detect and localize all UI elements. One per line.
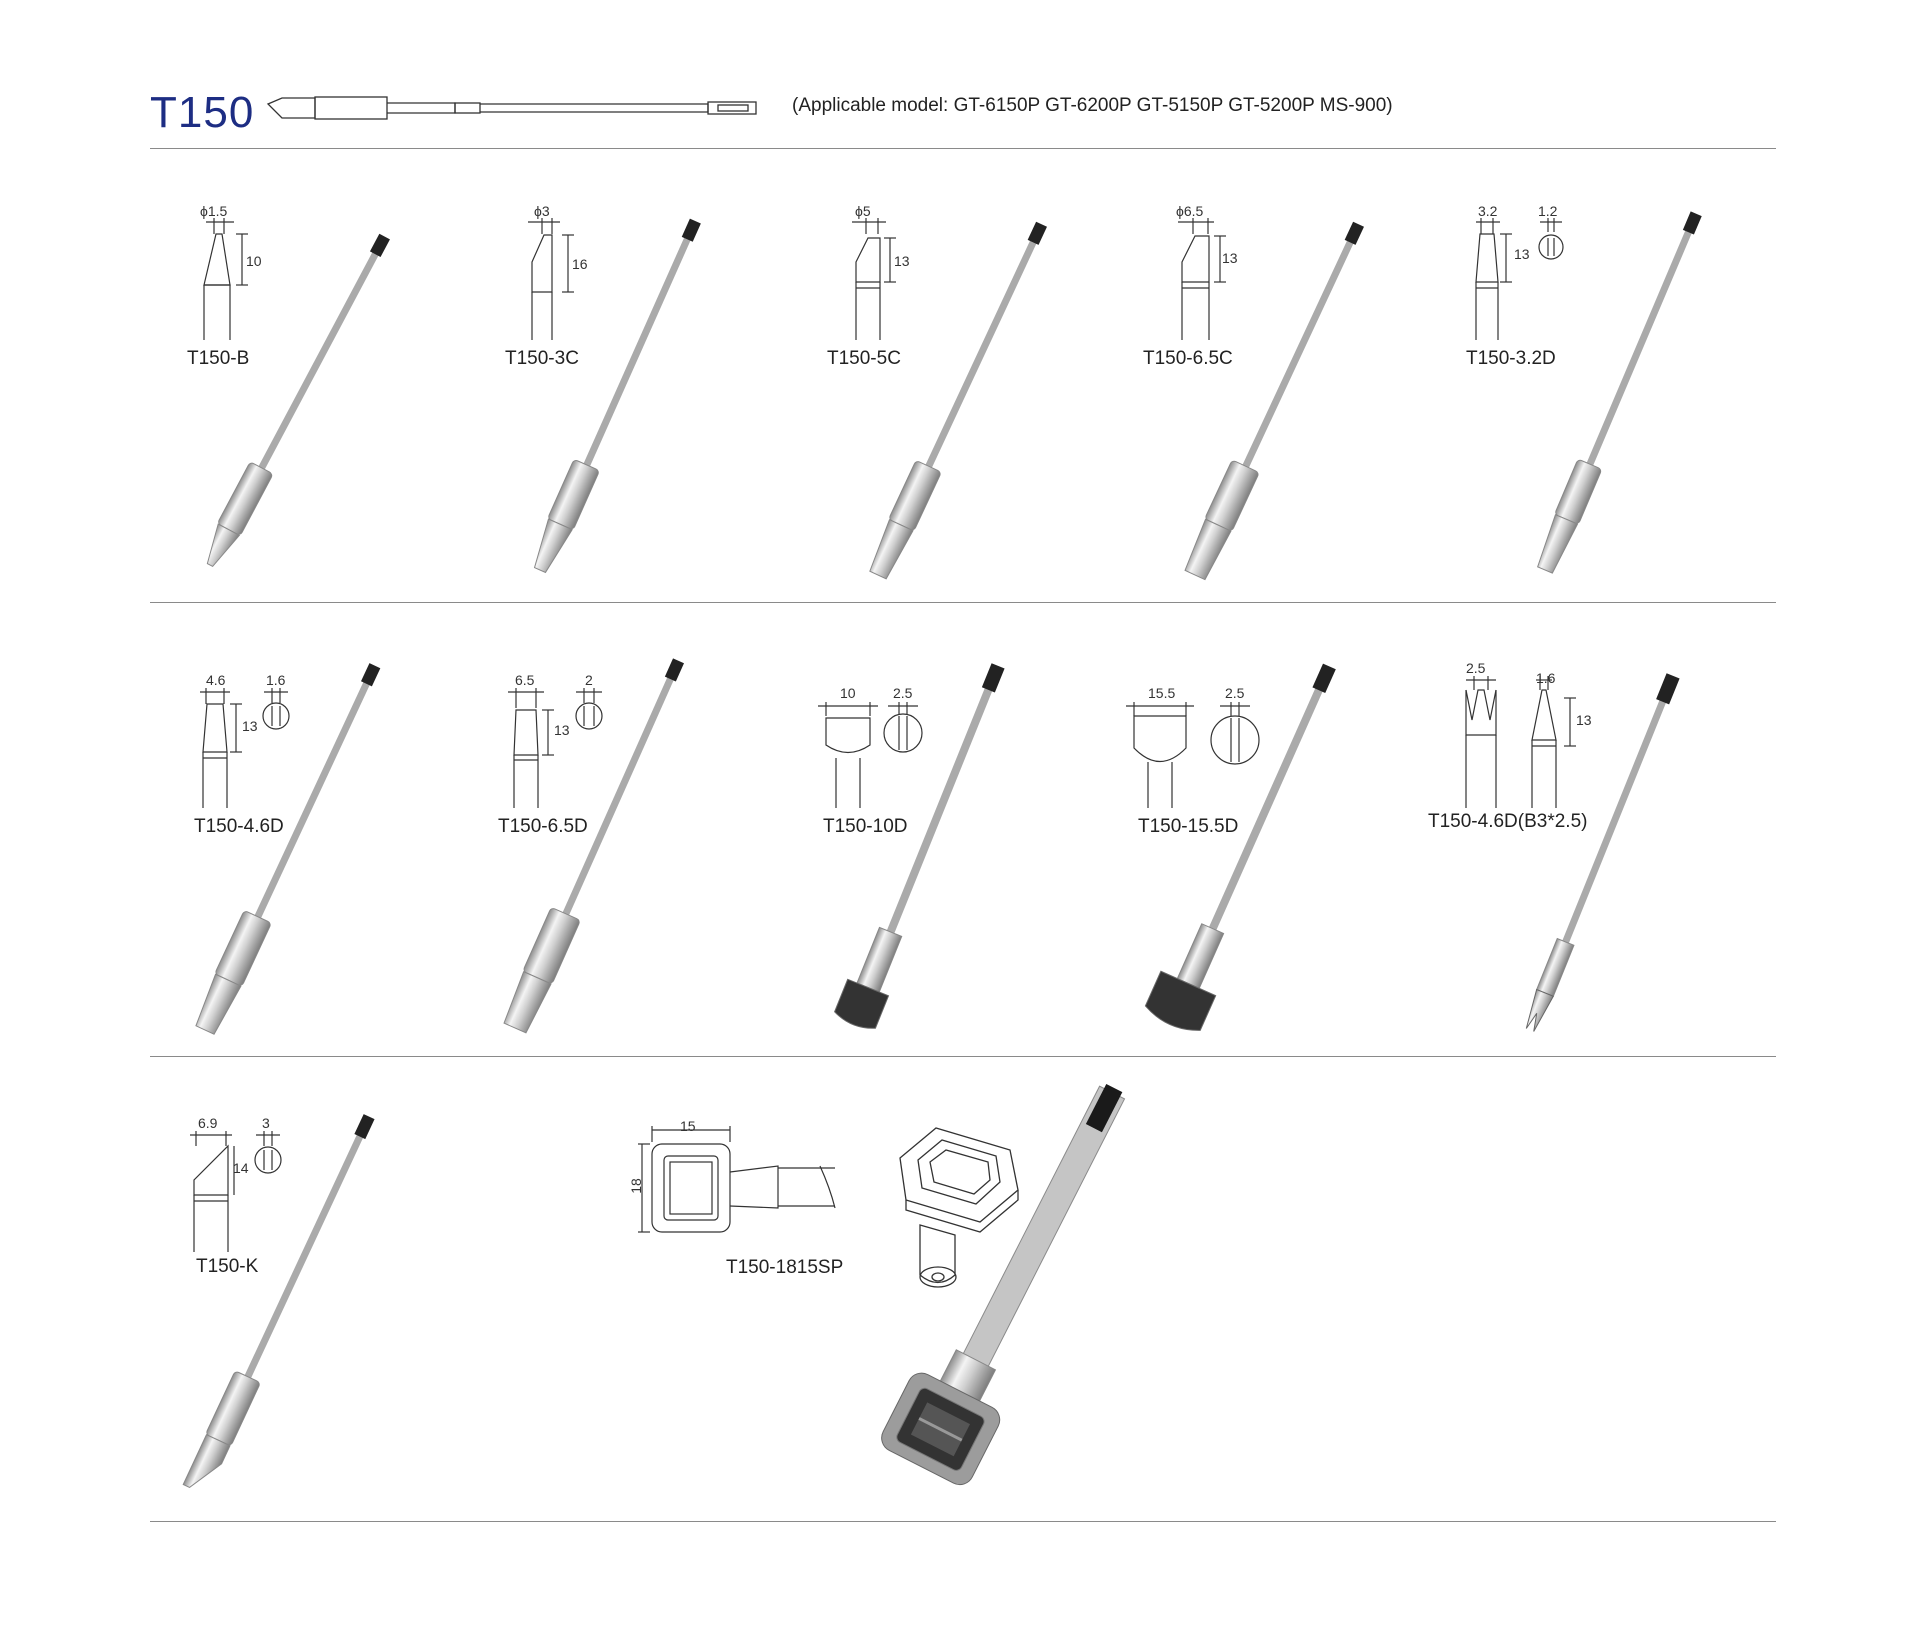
dim-width: 2.5 (1466, 660, 1486, 676)
tip-label-65c: T150-6.5C (1143, 348, 1233, 369)
series-title: T150 (150, 88, 255, 137)
dim-width: 15.5 (1148, 685, 1176, 701)
tip-label-10d: T150-10D (823, 816, 908, 837)
tip-label-46db: T150-4.6D(B3*2.5) (1428, 811, 1588, 832)
dim-thickness: 2.5 (893, 685, 913, 701)
dim-diameter: ϕ1.5 (200, 203, 228, 219)
dim-length: 10 (246, 253, 262, 269)
dim-thickness: 3 (262, 1115, 270, 1131)
dim-diameter: ϕ3 (534, 203, 550, 219)
tip-label-5c: T150-5C (827, 348, 901, 369)
dim-thickness: 2.5 (1225, 685, 1245, 701)
dim-length: 13 (1514, 246, 1530, 262)
dim-width: 10 (840, 685, 856, 701)
tip-label-b: T150-B (187, 348, 250, 369)
tip-label-46d: T150-4.6D (194, 816, 284, 837)
dim-length: 13 (554, 722, 570, 738)
tip-label-32d: T150-3.2D (1466, 348, 1556, 369)
tip-label-3c: T150-3C (505, 348, 579, 369)
dim-thickness: 1.6 (266, 672, 286, 688)
tip-label-1815sp: T150-1815SP (726, 1257, 844, 1278)
dim-thickness: 1.6 (1536, 670, 1556, 686)
applicable-models: (Applicable model: GT-6150P GT-6200P GT-5150P GT-5200P MS-900) (792, 95, 1393, 116)
dim-length: 13 (894, 253, 910, 269)
dim-width: 4.6 (206, 672, 226, 688)
dim-thickness: 2 (585, 672, 593, 688)
dim-height: 18 (627, 1178, 644, 1194)
dim-diameter: ϕ6.5 (1176, 203, 1204, 219)
dim-thickness: 1.2 (1538, 203, 1558, 219)
dim-width: 6.5 (515, 672, 535, 688)
dim-width: 15 (680, 1118, 696, 1134)
dim-width: 3.2 (1478, 203, 1498, 219)
dim-length: 13 (1222, 250, 1238, 266)
dim-length: 14 (233, 1160, 249, 1176)
tip-label-65d: T150-6.5D (498, 816, 588, 837)
dim-length: 16 (572, 256, 588, 272)
dim-length: 13 (242, 718, 258, 734)
tip-label-155d: T150-15.5D (1138, 816, 1239, 837)
dim-width: 6.9 (198, 1115, 218, 1131)
tip-label-k: T150-K (196, 1256, 259, 1277)
dim-diameter: ϕ5 (855, 203, 871, 219)
dim-length: 13 (1576, 712, 1592, 728)
